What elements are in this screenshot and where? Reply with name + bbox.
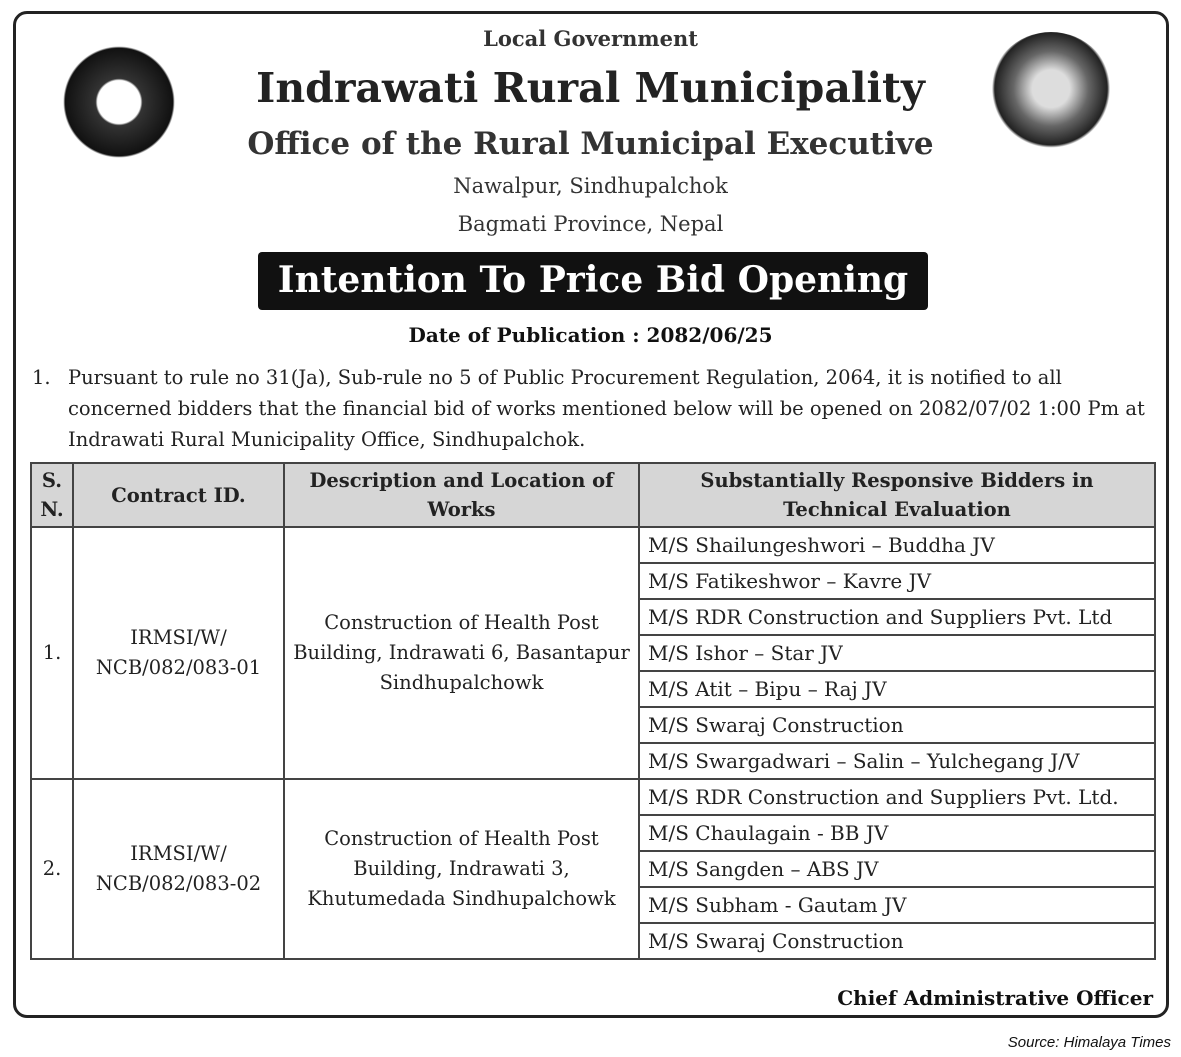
cell-bidder: M/S Ishor – Star JV: [639, 635, 1155, 671]
table-row: [31, 779, 1155, 815]
paragraph-number: 1.: [32, 366, 51, 389]
address-line-2: Bagmati Province, Nepal: [457, 212, 724, 236]
cell-bidder: M/S RDR Construction and Suppliers Pvt. Ltd.: [639, 779, 1155, 815]
office-name: Office of the Rural Municipal Executive: [247, 126, 934, 162]
source-credit: Source: Himalaya Times: [1007, 1034, 1171, 1051]
cell-bidder: M/S Sangden – ABS JV: [639, 851, 1155, 887]
cell-bidder: M/S Swaraj Construction: [639, 707, 1155, 743]
bidders-table: [30, 462, 1156, 960]
notice-paragraph: [32, 362, 1157, 455]
paragraph-text: Pursuant to rule no 31(Ja), Sub-rule no 5 of Public Procurement Regulation, 2064, it is notified to all concerned bidders that the financial bid of works mentioned below will be opened on 2082/07/02 1:00 Pm at Indrawati Rural Municipality Office, Sindhupalchok.: [68, 366, 1145, 451]
cell-bidder: M/S Chaulagain - BB JV: [639, 815, 1155, 851]
cell-bidder: M/S Swargadwari – Salin – Yulchegang J/V: [639, 743, 1155, 779]
signatory: Chief Administrative Officer: [837, 986, 1153, 1010]
local-government-label: Local Government: [483, 26, 698, 51]
cell-bidder: M/S RDR Construction and Suppliers Pvt. Ltd: [639, 599, 1155, 635]
cell-sn: 2.: [31, 779, 73, 959]
header-sn: S. N.: [31, 463, 73, 527]
cell-bidder: M/S Subham - Gautam JV: [639, 887, 1155, 923]
notice-title: Intention To Price Bid Opening: [258, 252, 928, 310]
cell-sn: 1.: [31, 527, 73, 779]
header-contract-id: Contract ID.: [73, 463, 284, 527]
address-line-1: Nawalpur, Sindhupalchok: [453, 174, 728, 198]
cell-description: Construction of Health Post Building, Indrawati 6, Basantapur Sindhupalchowk: [284, 527, 639, 779]
municipality-name: Indrawati Rural Municipality: [256, 64, 925, 112]
publication-date: Date of Publication : 2082/06/25: [408, 323, 773, 347]
table-row: [31, 527, 1155, 563]
header-bidders: Substantially Responsive Bidders in Technical Evaluation: [639, 463, 1155, 527]
cell-description: Construction of Health Post Building, Indrawati 3, Khutumedada Sindhupalchowk: [284, 779, 639, 959]
header-description: Description and Location of Works: [284, 463, 639, 527]
cell-contract-id: IRMSI/W/ NCB/082/083-02: [73, 779, 284, 959]
cell-bidder: M/S Shailungeshwori – Buddha JV: [639, 527, 1155, 563]
cell-bidder: M/S Atit – Bipu – Raj JV: [639, 671, 1155, 707]
cell-bidder: M/S Fatikeshwor – Kavre JV: [639, 563, 1155, 599]
cell-contract-id: IRMSI/W/ NCB/082/083-01: [73, 527, 284, 779]
cell-bidder: M/S Swaraj Construction: [639, 923, 1155, 959]
